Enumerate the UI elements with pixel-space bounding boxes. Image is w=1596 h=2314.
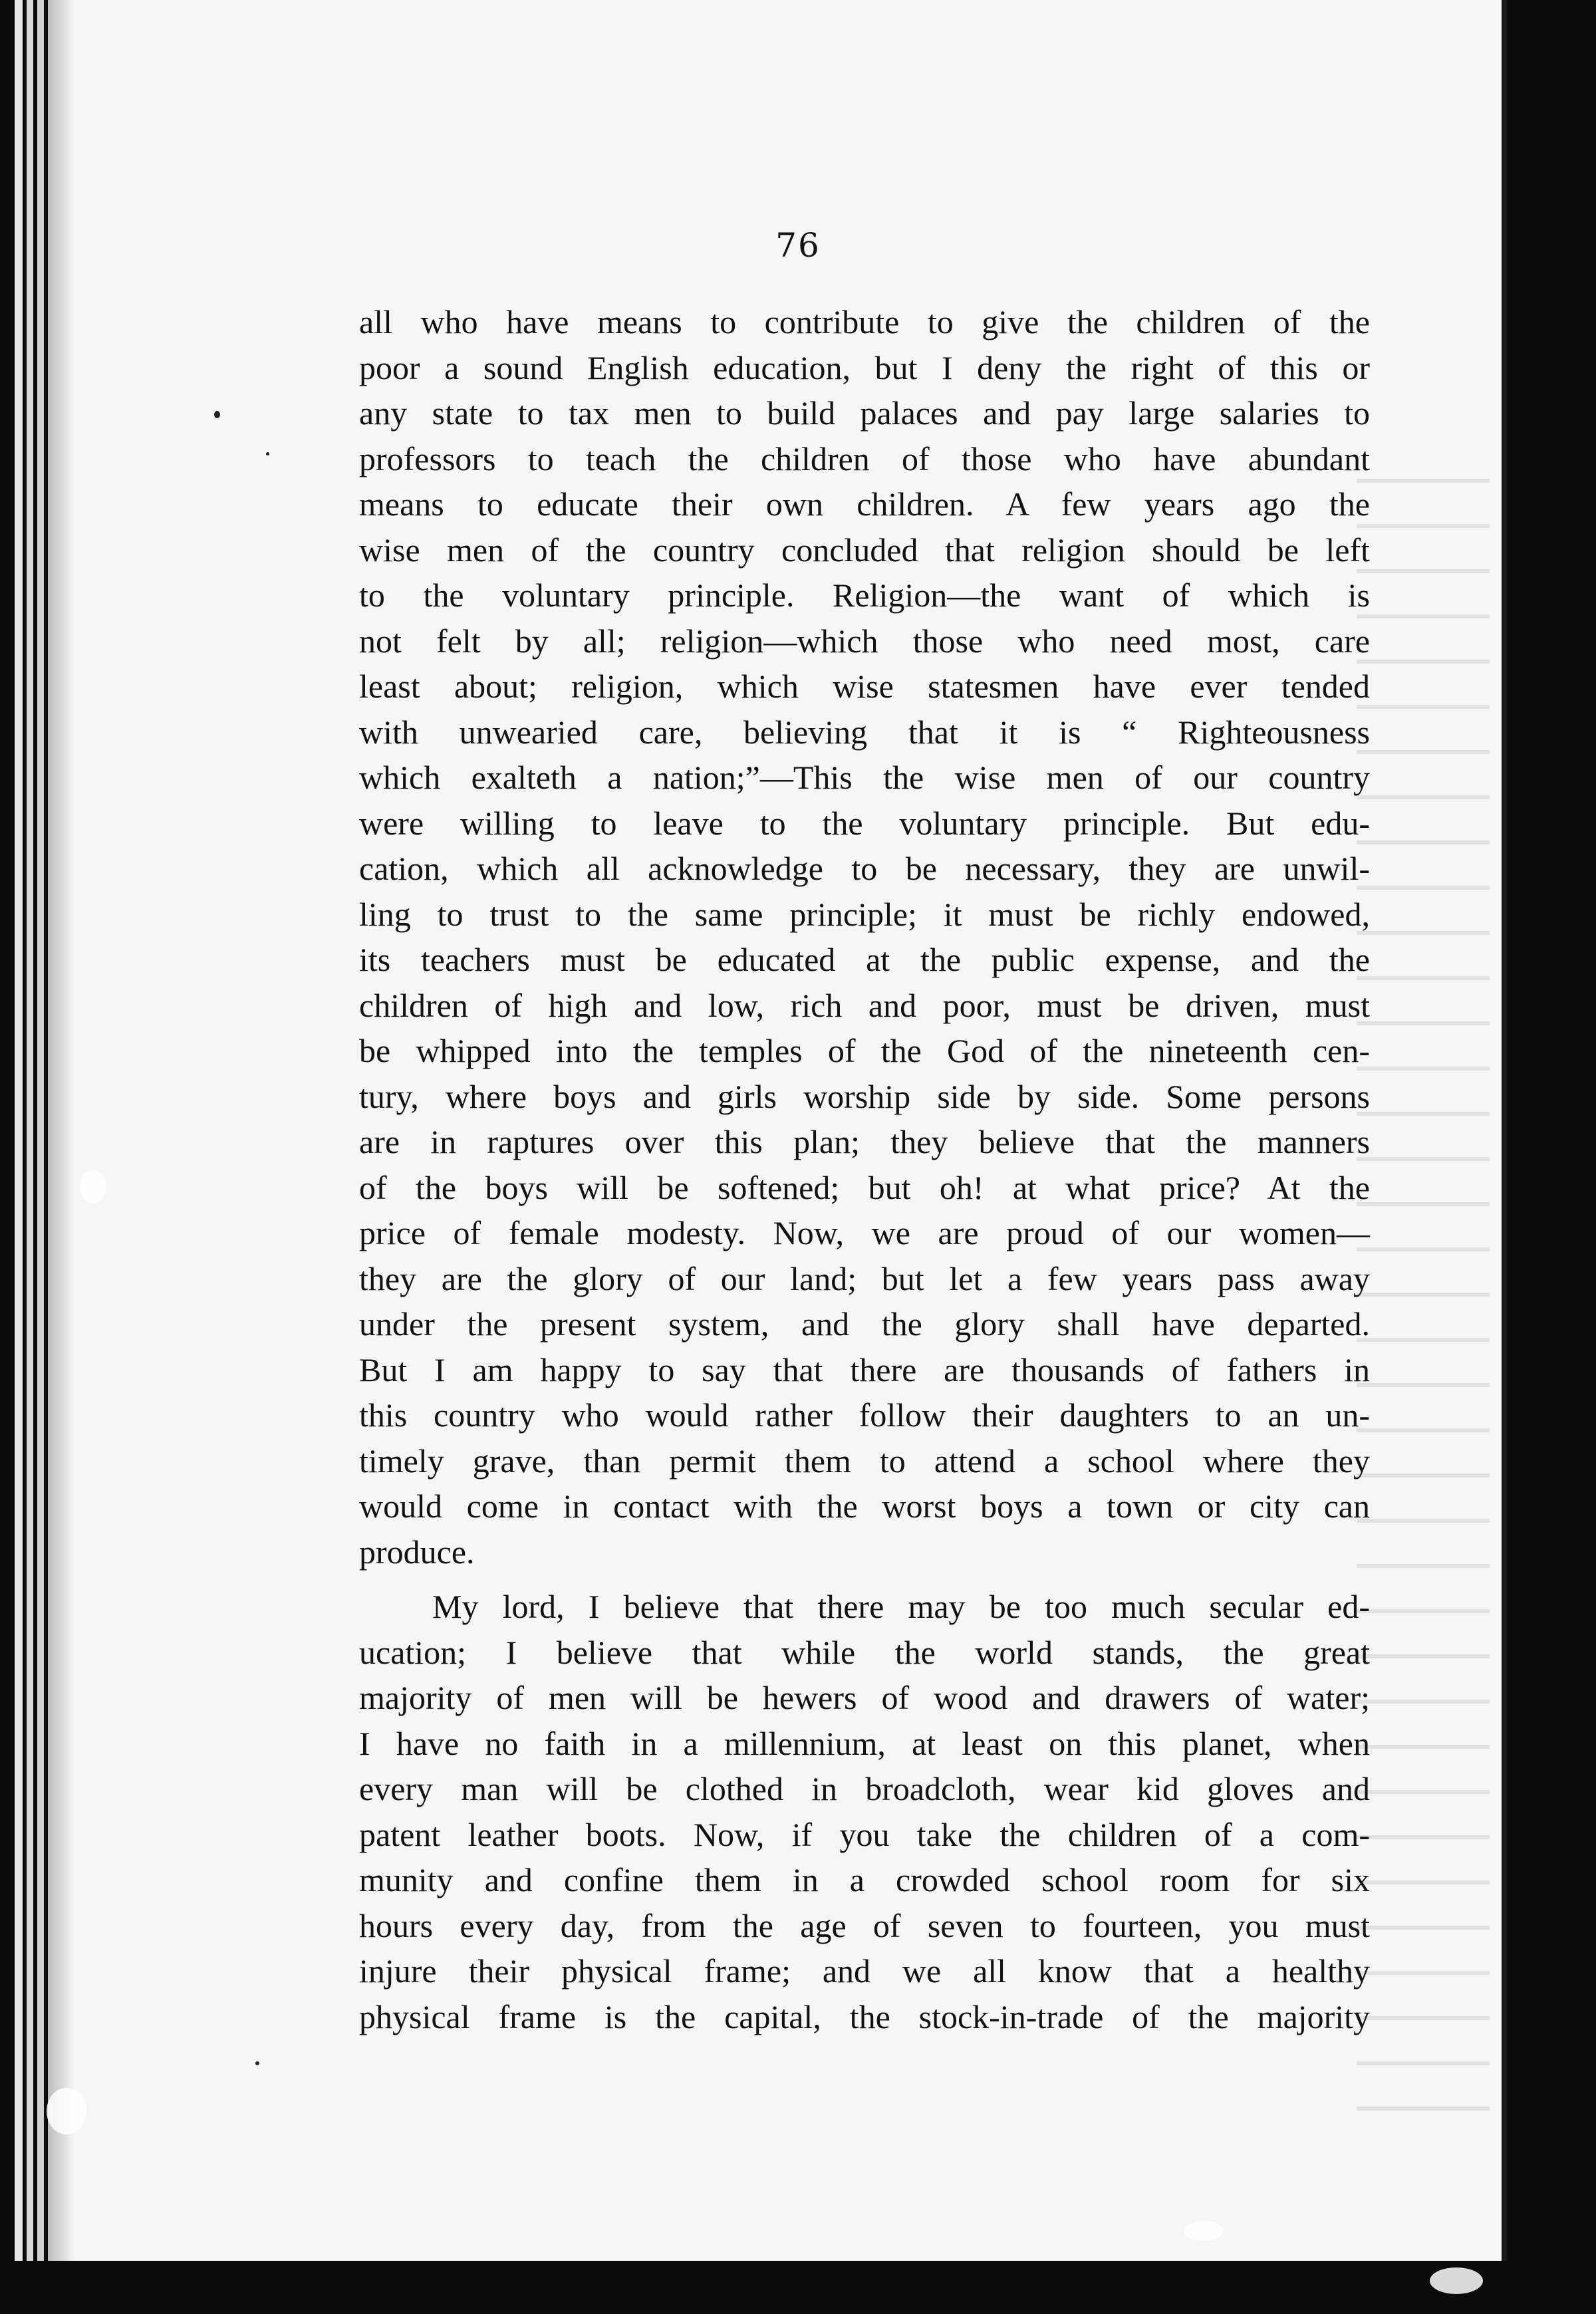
text-line: I have no faith in a millennium, at least on this planet, when xyxy=(359,1724,1370,1762)
text-line: ling to trust to the same principle; it must be richly endowed, xyxy=(359,895,1370,933)
text-line: would come in contact with the worst boys a town or city can xyxy=(359,1487,1370,1525)
text-line: ucation; I believe that while the world stands, the great xyxy=(359,1633,1370,1671)
text-line: physical frame is the capital, the stock-in-trade of the majority xyxy=(359,1997,1370,2035)
page-border xyxy=(1502,0,1507,2274)
paragraph-2 xyxy=(359,1584,1370,2039)
body-text xyxy=(359,299,1370,2039)
text-line: produce. xyxy=(359,1533,475,1571)
text-line: they are the glory of our land; but let a few years pass away xyxy=(359,1259,1370,1297)
paragraph-break xyxy=(359,1575,1370,1584)
text-line: of the boys will be softened; but oh! at what price? At the xyxy=(359,1168,1370,1206)
text-line: injure their physical frame; and we all know that a healthy xyxy=(359,1952,1370,1990)
text-line: its teachers must be educated at the public expense, and the xyxy=(359,941,1370,978)
page-number: 76 xyxy=(775,226,821,265)
text-line: But I am happy to say that there are thousands of fathers in xyxy=(359,1350,1370,1388)
text-line: majority of men will be hewers of wood and drawers of water; xyxy=(359,1679,1370,1716)
text-line: under the present system, and the glory shall have departed. xyxy=(359,1305,1370,1343)
page-edge xyxy=(15,0,23,2314)
scan-speck xyxy=(214,411,220,418)
scan-smudge xyxy=(1184,2221,1224,2241)
text-line: tury, where boys and girls worship side by side. Some persons xyxy=(359,1077,1370,1115)
scan-speck xyxy=(266,452,269,455)
scan-margin xyxy=(1507,0,1596,2314)
text-line: all who have means to contribute to give the children of the xyxy=(359,303,1370,340)
scan-smudge xyxy=(47,2088,86,2134)
text-line: professors to teach the children of those who have abundant xyxy=(359,440,1370,477)
text-line: least about; religion, which wise statesmen have ever tended xyxy=(359,668,1370,705)
text-line: are in raptures over this plan; they believe that the manners xyxy=(359,1123,1370,1160)
text-line: patent leather boots. Now, if you take the children of a com- xyxy=(359,1815,1370,1853)
text-line: wise men of the country concluded that religion should be left xyxy=(359,531,1370,569)
scan-smudge xyxy=(1430,2267,1483,2294)
text-line: this country who would rather follow their daughters to an un- xyxy=(359,1396,1370,1434)
page-edge xyxy=(27,0,33,2314)
paragraph-1 xyxy=(359,299,1370,1575)
text-line: poor a sound English education, but I deny the right of this or xyxy=(359,348,1370,386)
page-edge xyxy=(37,0,44,2314)
text-line: timely grave, than permit them to attend a school where they xyxy=(359,1442,1370,1479)
text-line: price of female modesty. Now, we are proud of our women— xyxy=(359,1214,1370,1251)
text-line: means to educate their own children. A few years ago the xyxy=(359,485,1370,523)
text-line: My lord, I believe that there may be too much secular ed- xyxy=(432,1588,1370,1625)
text-line: munity and confine them in a crowded school room for six xyxy=(359,1861,1370,1898)
text-line: children of high and low, rich and poor, must be driven, must xyxy=(359,986,1370,1024)
text-line: every man will be clothed in broadcloth, wear kid gloves and xyxy=(359,1770,1370,1807)
text-line: hours every day, from the age of seven to fourteen, you must xyxy=(359,1906,1370,1944)
scan-speck xyxy=(255,2061,259,2065)
text-line: any state to tax men to build palaces and pay large salaries to xyxy=(359,394,1370,432)
text-line: with unwearied care, believing that it is “ Righteousness xyxy=(359,713,1370,751)
text-line: not felt by all; religion—which those who need most, care xyxy=(359,622,1370,660)
text-line: which exalteth a nation;”—This the wise men of our country xyxy=(359,759,1370,796)
scan-smudge xyxy=(80,1170,106,1204)
text-line: cation, which all acknowledge to be necessary, they are unwil- xyxy=(359,850,1370,887)
text-line: were willing to leave to the voluntary principle. But edu- xyxy=(359,804,1370,842)
gutter-shadow xyxy=(48,0,74,2261)
bleed-through xyxy=(1357,479,1490,2141)
text-line: be whipped into the temples of the God of the nineteenth cen- xyxy=(359,1032,1370,1069)
scan-margin-bottom xyxy=(0,2261,1596,2314)
text-line: to the voluntary principle. Religion—the want of which is xyxy=(359,577,1370,614)
